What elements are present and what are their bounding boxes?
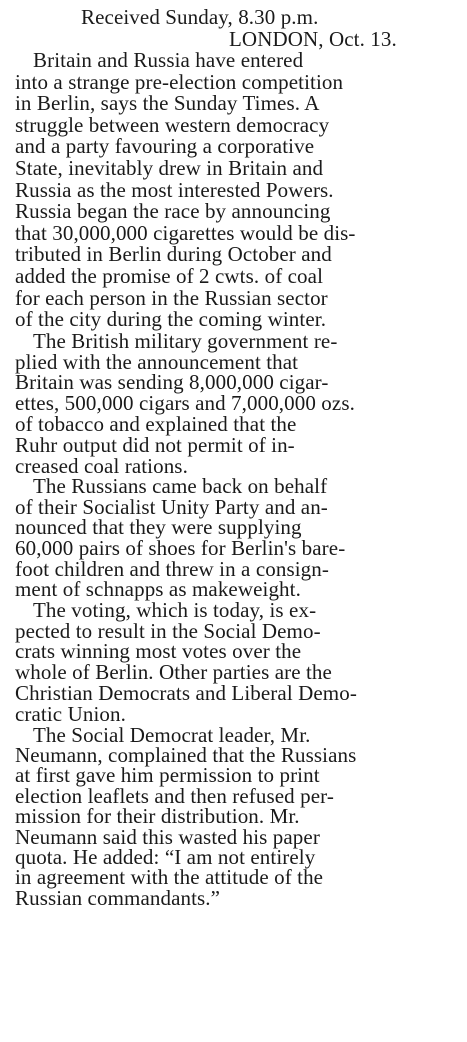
article-paragraph xyxy=(15,722,451,910)
text-line: Neumann said this wasted his paper xyxy=(15,824,320,849)
text-line: ettes, 500,000 cigars and 7,000,000 ozs. xyxy=(15,391,355,416)
text-line: Britain was sending 8,000,000 cigar- xyxy=(15,370,329,395)
text-line: election leaflets and then refused per- xyxy=(15,783,334,808)
text-line: of tobacco and explained that the xyxy=(15,411,297,436)
text-line: creased coal rations. xyxy=(15,453,188,478)
text-line: in agreement with the attitude of the xyxy=(15,865,324,890)
text-line: Ruhr output did not permit of in- xyxy=(15,432,295,457)
text-line: added the promise of 2 cwts. of coal xyxy=(15,263,324,288)
text-line: The British military government re- xyxy=(33,328,338,353)
text-line: Britain and Russia have entered xyxy=(33,48,304,72)
text-line: 60,000 pairs of shoes for Berlin's bare- xyxy=(15,536,346,561)
text-line: Christian Democrats and Liberal Demo- xyxy=(15,681,357,706)
text-line: State, inevitably drew in Britain and xyxy=(15,155,324,180)
text-line: of the city during the coming winter. xyxy=(15,307,327,332)
text-line: cratic Union. xyxy=(15,701,126,726)
text-line: quota. He added: “I am not entirely xyxy=(15,844,316,869)
text-line: mission for their distribution. Mr. xyxy=(15,804,300,829)
text-line: and a party favouring a corporative xyxy=(15,134,315,159)
text-line: Russia began the race by announcing xyxy=(15,199,331,224)
text-line: Neumann, complained that the Russians xyxy=(15,743,357,768)
news-article xyxy=(15,6,451,1036)
text-line: Russian commandants.” xyxy=(15,885,221,910)
text-line: whole of Berlin. Other parties are the xyxy=(15,660,332,685)
text-line: at first gave him permission to print xyxy=(15,763,320,788)
text-line: into a strange pre-election competition xyxy=(15,69,344,94)
text-line: foot children and threw in a consign- xyxy=(15,556,329,581)
text-line: that 30,000,000 cigarettes would be dis- xyxy=(15,220,356,245)
text-line: The Russians came back on behalf xyxy=(33,474,328,499)
received-time-line: Received Sunday, 8.30 p.m. xyxy=(81,5,319,29)
text-line: The voting, which is today, is ex- xyxy=(33,597,317,622)
article-paragraph xyxy=(15,476,451,600)
text-line: struggle between western democracy xyxy=(15,112,330,137)
text-line: nounced that they were supplying xyxy=(15,515,302,540)
text-line: of their Socialist Unity Party and an- xyxy=(15,494,328,519)
text-line: ment of schnapps as makeweight. xyxy=(15,577,301,602)
text-line: The Social Democrat leader, Mr. xyxy=(33,722,311,747)
text-line: in Berlin, says the Sunday Times. A xyxy=(15,91,320,116)
dateline: LONDON, Oct. 13. xyxy=(229,27,397,51)
text-line: tributed in Berlin during October and xyxy=(15,242,332,267)
text-line: crats winning most votes over the xyxy=(15,639,302,664)
text-line: Russia as the most interested Powers. xyxy=(15,177,334,202)
text-line: pected to result in the Social Demo- xyxy=(15,618,321,643)
text-line: for each person in the Russian sector xyxy=(15,285,328,310)
article-paragraph xyxy=(15,597,451,726)
article-paragraph xyxy=(15,50,451,331)
text-line: plied with the announcement that xyxy=(15,349,299,374)
article-paragraph xyxy=(15,328,451,478)
